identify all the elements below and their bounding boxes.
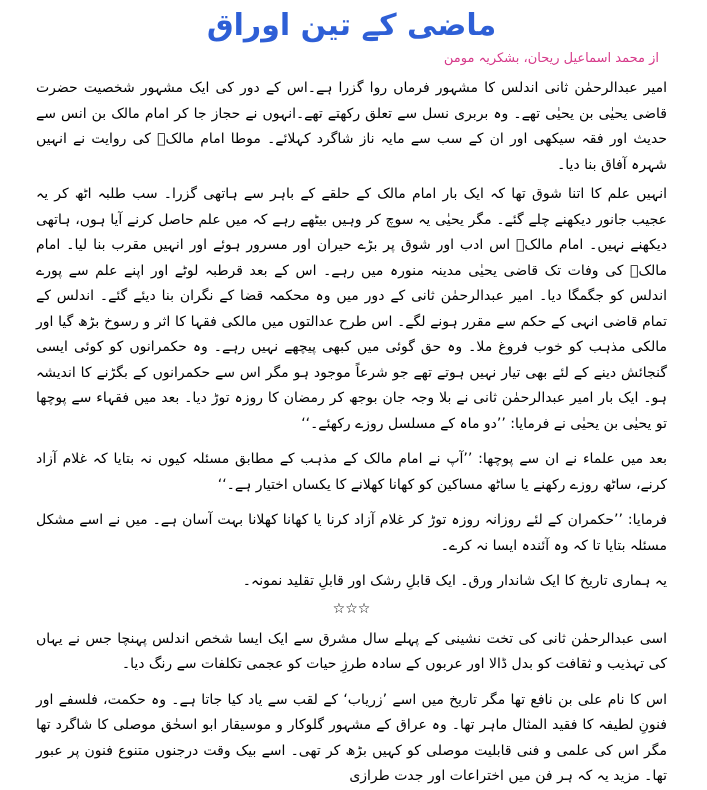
paragraph: اسی عبدالرحمٰن ثانی کی تخت نشینی کے پہلے سال مشرق سے ایک ایسا شخص اندلس پہنچا جس نے یہاں کی تہذیب و ثقافت کو بدل ڈالا اور عربوں کے سادہ طرزِ حیات کو عجمی تکلفات سے رنگ دیا۔: [36, 630, 667, 672]
article-body: [36, 76, 667, 790]
paragraph: انہیں علم کا اتنا شوق تھا کہ ایک بار امام مالک کے حلقے کے باہر سے ہاتھی گزرا۔ سب طلبہ اٹھ کر یہ عجیب جانور دیکھنے چلے گئے۔ مگر یحیٰی یہ سوچ کر وہیں بیٹھے رہے کہ میں علم حاصل کرنے آیا ہوں، ہاتھی دیکھنے نہیں۔ امام مالکؒ اس ادب اور شوق پر بڑے حیران اور مسرور ہوئے اور انہیں مقرب بنا لیا۔ امام مالکؒ کی وفات تک قاضی یحیٰی مدینہ منورہ میں رہے۔ اس کے بعد قرطبہ لوٹے اور اپنے علم سے پورے اندلس کو جگمگا دیا۔ امیر عبدالرحمٰن ثانی کے دور میں وہ محکمہ قضا کے نگران بنا دیئے گئے۔ اندلس کے تمام قاضی انہی کے حکم سے مقرر ہونے لگے۔ اس طرح عدالتوں میں مالکی فقہا کا اثر و رسوخ بڑھ گیا اور مالکی مذہب کو خوب فروغ ملا۔ وہ حق گوئی میں کبھی پیچھے نہیں رہے۔ وہ حکمرانوں کو کوئی ایسی گنجائش دینے کے لئے بھی تیار نہیں ہوتے تھے جو شرعاً موجود ہو مگر اس سے حکمرانوں کے بگڑنے کا اندیشہ ہو۔ ایک بار امیر عبدالرحمٰن ثانی نے بلا وجہ جان بوجھ کر رمضان کا روزہ توڑ دیا۔ بعد میں فقہاء سے پوچھا تو یحیٰی بن یحیٰی نے فرمایا: ’’دو ماہ کے مسلسل روزے رکھئے۔‘‘: [36, 186, 667, 432]
section-separator: ☆☆☆: [332, 600, 371, 617]
article-title: ماضی کے تین اوراق: [206, 8, 497, 43]
paragraph: اس کا نام علی بن نافع تھا مگر تاریخ میں اسے ’زریاب‘ کے لقب سے یاد کیا جاتا ہے۔ وہ حکمت، فلسفے اور فنونِ لطیفہ کا فقید المثال ماہر تھا۔ وہ عراق کے مشہور گلوکار و موسیقار ابو اسحٰق موصلی کا شاگرد تھا مگر اس کی علمی و فنی قابلیت موصلی کو کہیں بڑھ کر تھی۔ اسے بیک وقت درجنوں متنوع فنون پر عبور تھا۔ مزید یہ کہ ہر فن میں اختراعات اور جدت طرازی: [36, 691, 667, 784]
paragraph: فرمایا: ’’حکمران کے لئے روزانہ روزہ توڑ کر غلام آزاد کرنا یا کھانا کھلانا بہت آسان ہے۔ میں نے اسے مشکل مسئلہ بتایا تا کہ وہ آئندہ ایسا نہ کرے۔: [36, 512, 667, 554]
article-byline: از محمد اسماعیل ریحان، بشکریہ مومن: [443, 51, 659, 66]
paragraph: بعد میں علماء نے ان سے پوچھا: ’’آپ نے امام مالک کے مذہب کے مطابق مسئلہ کیوں نہ بتایا کہ غلام آزاد کرنے، ساٹھ روزے رکھنے یا ساٹھ مساکین کو کھانا کھلانے کا یکساں اختیار ہے۔‘‘: [36, 451, 667, 493]
paragraph: یہ ہماری تاریخ کا ایک شاندار ورق۔ ایک قابلِ رشک اور قابلِ تقلید نمونہ۔: [242, 573, 667, 589]
paragraph: امیر عبدالرحمٰن ثانی اندلس کا مشہور فرماں روا گزرا ہے۔اس کے دور کی ایک مشہور شخصیت حضرت قاضی یحیٰی بن یحیٰی تھے۔ وہ بربری نسل سے تعلق رکھتے تھے۔انہوں نے حجاز جا کر امام مالک بن انس سے حدیث اور فقہ سیکھی اور ان کے سب سے مایہ ناز شاگرد کہلائے۔ موطا امام مالکؒ کی روایت نے انہیں شہرہ آفاق بنا دیا۔: [36, 80, 667, 173]
